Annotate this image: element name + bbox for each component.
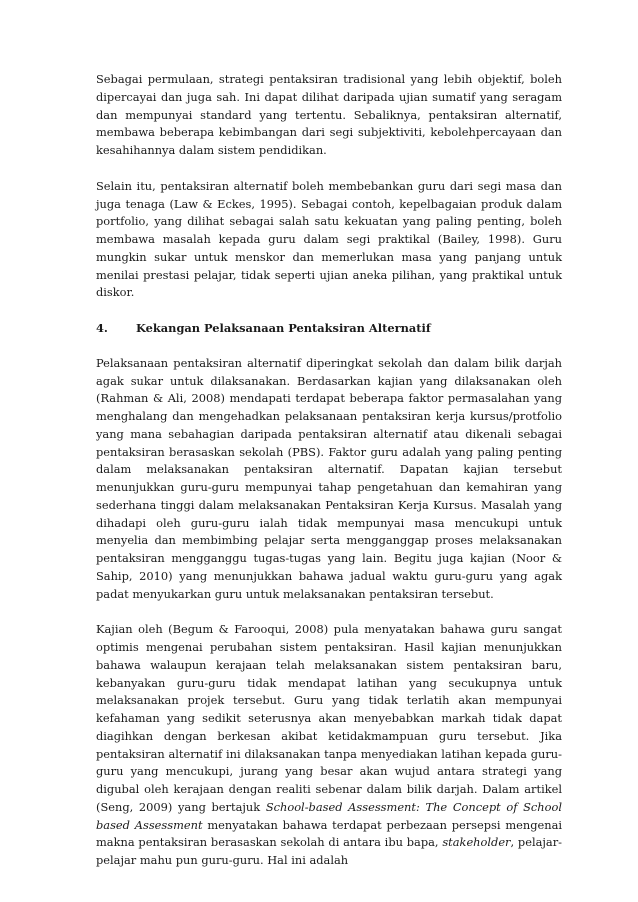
section-heading [96,320,562,338]
document-page [96,71,562,888]
paragraph-implementation-constraints: Pelaksanaan pentaksiran alternatif diperingkat sekolah dan dalam bilik darjah agak sukar untuk dilaksanakan. Berdasarkan kajian yang dilaksanakan oleh (Rahman & Ali, 2008) mendapati terdapat beberapa faktor permasalahan yang menghalang dan mengehadkan pelaksanaan pentaksiran kerja kursus/protfolio yang mana sebahagian daripada pentaksiran alternatif atau dikenali sebagai pentaksiran berasaskan sekolah (PBS). Faktor guru adalah yang paling penting dalam melaksanakan pentaksiran alternatif. Dapatan kajian tersebut menunjukkan guru-guru mempunyai tahap pengetahuan dan kemahiran yang sederhana tinggi dalam melaksanakan Pentaksiran Kerja Kursus. Masalah yang dihadapi oleh guru-guru ialah tidak mempunyai masa mencukupi untuk menyelia dan membimbing pelajar serta mengganggap proses melaksanakan pentaksiran mengganggu tugas-tugas yang lain. Begitu juga kajian (Noor & Sahip, 2010) yang menunjukkan bahawa jadual waktu guru-guru yang agak padat menyukarkan guru untuk melaksanakan pentaksiran tersebut. [96,355,562,601]
paragraph-text-after: , pelajar-pelajar mahu pun guru-guru. Hal ini adalah [96,835,563,867]
section-title: Kekangan Pelaksanaan Pentaksiran Alternatif [136,321,431,335]
article-title: School-based Assessment: The Concept of School based Assessment [96,799,562,832]
section-number: 4. [96,321,108,335]
paragraph-traditional-vs-alternative: Sebagai permulaan, strategi pentaksiran tradisional yang lebih objektif, boleh dipercayai dan juga sah. Ini dapat dilihat daripada ujian sumatif yang seragam dan mempunyai standard yang tertentu. Sebaliknya, pentaksiran alternatif, membawa beberapa kebimbangan dari segi subjektiviti, kebolehpercayaan dan kesahihannya dalam sistem pendidikan. [96,72,562,157]
paragraph-text-middle: menyatakan bahawa terdapat perbezaan persepsi mengenai makna pentaksiran berasaskan sekolah di antara ibu bapa, [96,817,563,850]
stakeholder-term: stakeholder [442,835,511,850]
paragraph-text-before: Kajian oleh (Begum & Farooqui, 2008) pula menyatakan bahawa guru sangat optimis mengenai perubahan sistem pentaksiran. Hasil kajian menunjukkan bahawa walaupun kerajaan telah melaksanakan sistem pentaksiran baru, kebanyakan guru-guru tidak mendapat latihan yang secukupnya untuk melaksanakan projek tersebut. Guru yang tidak terlatih akan mempunyai kefahaman yang sedikit seterusnya akan menyebabkan markah tidak dapat diagihkan dengan berkesan akibat ketidakmampuan guru tersebut. Jika pentaksiran alternatif ini dilaksanakan tanpa menyediakan latihan kepada guru-guru yang mencukupi, jurang yang besar akan wujud antara strategi yang digubal oleh kerajaan dengan realiti sebenar dalam bilik darjah. Dalam artikel (Seng, 2009) yang bertajuk [96,622,562,814]
paragraph-teacher-burden: Selain itu, pentaksiran alternatif boleh membebankan guru dari segi masa dan juga tenaga (Law & Eckes, 1995). Sebagai contoh, kepelbagaian produk dalam portfolio, yang dilihat sebagai salah satu kekuatan yang paling penting, boleh membawa masalah kepada guru dalam segi praktikal (Bailey, 1998). Guru mungkin sukar untuk menskor dan memerlukan masa yang panjang untuk menilai prestasi pelajar, tidak seperti ujian aneka pilihan, yang praktikal untuk diskor. [96,178,562,300]
paragraph-teacher-training [96,621,562,870]
